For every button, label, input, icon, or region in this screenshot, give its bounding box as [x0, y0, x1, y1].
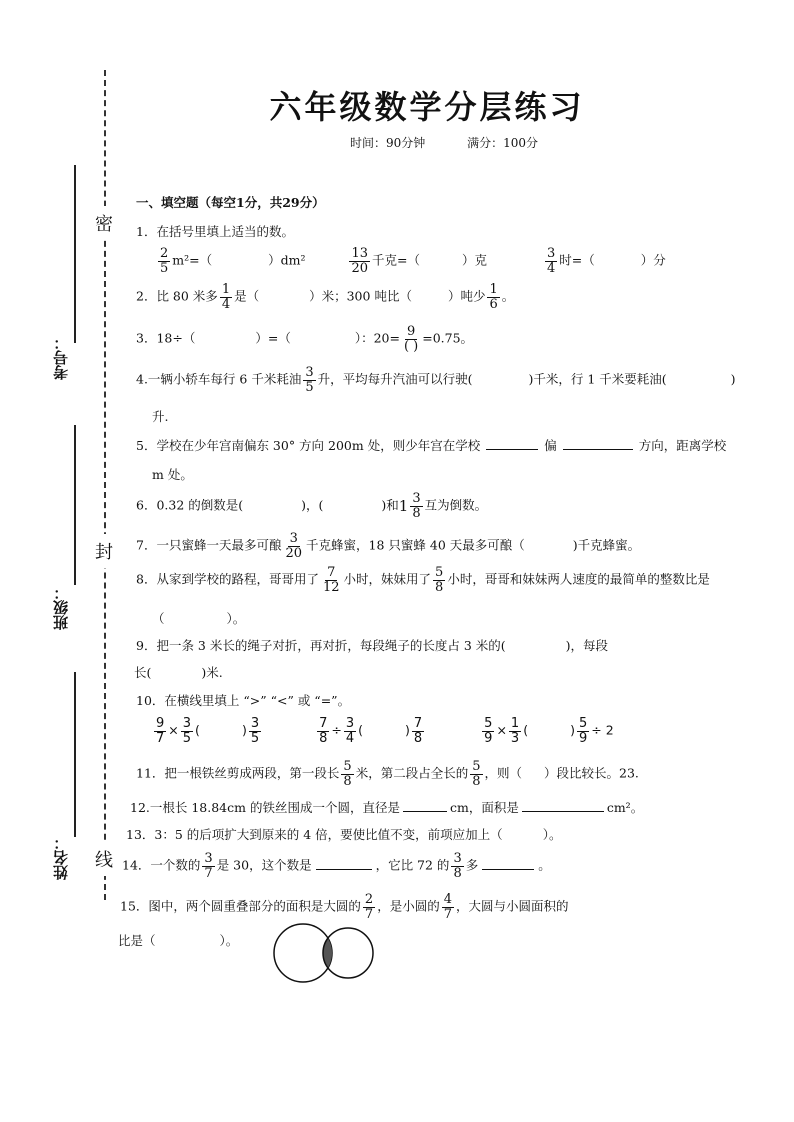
fraction: $\frac{3}{8}$ [412, 491, 421, 521]
q13-text: 13．3：5 的后项扩大到原来的 4 倍，要使比值不变，前项应加上（ [126, 827, 503, 842]
page-title: 六年级数学分层练习 [269, 88, 585, 126]
question-14 [122, 852, 551, 880]
q1-text: m²=（ [172, 252, 213, 268]
question-5 [136, 436, 726, 454]
question-10-stem: 10．在横线里填上 “>” “<” 或 “=”。 [136, 693, 351, 708]
exam-info [350, 134, 576, 151]
q6-text: 6．0.32 的倒数是( [136, 497, 244, 513]
q11-text: 11．把一根铁丝剪成两段，第一段长 [136, 765, 340, 781]
fraction: $\frac{2}{7}$ [364, 892, 374, 922]
fraction: $\frac{5}{9}$ [484, 716, 493, 746]
q2-text: ）吨少 [447, 288, 486, 304]
seal-mark-feng: 封 [93, 534, 115, 568]
q14-text: 。 [538, 857, 551, 873]
fraction: $\frac{2}{5}$ [160, 246, 169, 276]
q11-text: 米，第二段占全长的 [355, 765, 469, 781]
q4-text: )千米，行 1 千米要耗油( [528, 371, 667, 387]
question-15 [120, 893, 569, 921]
fraction: $\frac{3}{20}$ [285, 531, 303, 561]
fraction: $\frac{7}{8}$ [319, 716, 328, 746]
q4-text: ) [730, 371, 736, 387]
q7-text: 千克蜂蜜，18 只蜜蜂 40 天最多可酿（ [306, 537, 525, 553]
q8-text: （ [152, 611, 165, 626]
question-4 [136, 366, 736, 394]
exam-no-label: 考号： [52, 335, 70, 380]
q12-text: cm，面积是 [449, 800, 519, 815]
fraction: $\frac{3}{7}$ [204, 851, 213, 881]
question-11 [136, 760, 639, 788]
fraction: $\frac{3}{4}$ [345, 716, 355, 746]
q5-text: 方向，距离学校 [638, 438, 727, 453]
q14-text: ，它比 72 的 [375, 857, 450, 873]
question-13 [126, 825, 561, 843]
q11-text: ，则（ [484, 765, 523, 781]
fraction: $\frac{1}{4}$ [221, 282, 231, 312]
question-10-items: $\frac{9}{7}$ × $\frac{3}{5}$ ( ) $\frac{3}{5}$ $\frac{7}{8}$ ÷ $\frac{3}{4}$ ( ) $\frac{7}{8}$ $\frac{5}{9}$ × $\frac{1}{3}$ ( ) $\frac{5}{9}$ ÷ 2 [156, 716, 614, 746]
fraction: $\frac{3}{5}$ [182, 716, 192, 746]
fraction: $\frac{7}{8}$ [413, 716, 423, 746]
q3-text: =0.75。 [422, 330, 474, 346]
fraction: $\frac{5}{8}$ [343, 759, 352, 789]
name-label: 姓名： [52, 835, 70, 880]
answer-blank[interactable] [316, 857, 372, 870]
q8-text: 8．从家到学校的路程，哥哥用了 [136, 571, 319, 587]
answer-blank[interactable] [563, 437, 633, 450]
operator: ÷ 2 [591, 722, 614, 738]
seal-dashed-line [104, 70, 106, 900]
q8-text: 小时，妹妹用了 [343, 571, 432, 587]
question-3 [136, 325, 473, 353]
name-rule [74, 672, 76, 837]
q1-text: 时=（ [559, 252, 595, 268]
answer-blank[interactable] [403, 799, 447, 812]
q5-text: 5．学校在少年宫南偏东 30° 方向 200m 处，则少年宫在学校 [136, 438, 481, 453]
seal-mark-xian: 线 [93, 842, 115, 876]
question-7 [136, 532, 640, 560]
q13-text: ）。 [542, 827, 562, 842]
question-9-cont [134, 663, 223, 681]
class-label: 班级： [52, 585, 70, 630]
fraction: $\frac{5}{8}$ [472, 759, 481, 789]
question-5-cont: m 处。 [152, 467, 193, 482]
question-9 [136, 636, 608, 654]
question-8-cont [152, 609, 245, 627]
q12-text: 12.一根长 18.84cm 的铁丝围成一个圆，直径是 [130, 800, 400, 815]
q9-text: )，每段 [565, 638, 609, 653]
operator: × [496, 722, 507, 738]
q9-text: )米. [201, 665, 223, 680]
q3-text: ）=（ [255, 330, 291, 346]
q15-text: ）。 [219, 933, 239, 948]
fraction: $\frac{3}{4}$ [546, 246, 556, 276]
q1-text: ）克 [462, 252, 488, 268]
q1-text: ）分 [640, 252, 666, 268]
q3-text: 3．18÷（ [136, 330, 196, 346]
q1-text: 千克=（ [372, 252, 420, 268]
q11-text: ）段比较长。23. [544, 765, 639, 781]
question-1-stem: 1．在括号里填上适当的数。 [136, 224, 294, 239]
question-8 [136, 566, 710, 594]
fraction: $\frac{3}{5}$ [305, 365, 314, 395]
q4-text: 升，平均每升汽油可以行驶( [317, 371, 473, 387]
question-4-cont: 升. [152, 409, 169, 424]
fraction: $\frac{3}{8}$ [453, 851, 462, 881]
question-2 [136, 283, 514, 311]
q9-text: 9．把一条 3 米长的绳子对折，再对折，每段绳子的长度占 3 米的( [136, 638, 506, 653]
answer-blank[interactable] [486, 437, 538, 450]
question-15-cont [118, 931, 238, 949]
q4-text: 4.一辆小轿车每行 6 千米耗油 [136, 371, 302, 387]
fraction: $\frac{4}{7}$ [443, 892, 452, 922]
q6-text: )和 [381, 497, 399, 513]
q15-text: ，大圆与小圆面积的 [456, 898, 569, 914]
q12-text: cm²。 [606, 800, 644, 815]
q5-text: 偏 [544, 438, 557, 453]
q6-text: 互为倒数。 [424, 497, 488, 513]
time-limit: 时间：90分钟 [350, 136, 426, 150]
question-12 [130, 798, 643, 816]
mixed-number-whole: 1 [398, 497, 409, 516]
q2-text: ）米；300 吨比（ [309, 288, 412, 304]
answer-blank[interactable] [482, 857, 534, 870]
q3-text: ）：20= [354, 330, 400, 346]
fraction: $\frac{1}{6}$ [489, 282, 498, 312]
q7-text: 7．一只蜜蜂一天最多可酿 [136, 537, 282, 553]
fraction: $\frac{1}{3}$ [510, 716, 520, 746]
q15-text: 15．图中，两个圆重叠部分的面积是大圆的 [120, 898, 361, 914]
section-heading: 一、填空题（每空1分，共29分） [136, 195, 325, 210]
question-1-items [156, 247, 666, 275]
q14-text: 是 30，这个数是 [216, 857, 312, 873]
fraction: $\frac{9}{( )}$ [403, 324, 419, 354]
q14-text: 多 [465, 857, 479, 873]
fraction: $\frac{13}{20}$ [351, 246, 369, 276]
overlapping-circles-figure [270, 922, 380, 984]
fraction: $\frac{5}{8}$ [435, 565, 444, 595]
q9-text: 长( [134, 665, 152, 680]
q2-text: 。 [501, 288, 515, 304]
fraction: $\frac{7}{12}$ [322, 565, 340, 595]
q8-text: 小时，哥哥和妹妹两人速度的最简单的整数比是 [447, 571, 710, 587]
q15-text: ，是小圆的 [377, 898, 440, 914]
q15-text: 比是（ [118, 933, 156, 948]
operator: × [168, 722, 179, 738]
fraction: $\frac{5}{9}$ [578, 716, 588, 746]
fraction: $\frac{3}{5}$ [250, 716, 260, 746]
q14-text: 14．一个数的 [122, 857, 201, 873]
operator: ÷ [331, 722, 342, 738]
fraction: $\frac{9}{7}$ [156, 716, 165, 746]
q6-text: )，( [301, 497, 324, 513]
class-rule [74, 425, 76, 585]
q7-text: )千克蜂蜜。 [572, 537, 641, 553]
q2-text: 2．比 80 米多 [136, 288, 218, 304]
q1-text: ）dm² [268, 252, 306, 268]
q2-text: 是（ [234, 288, 260, 304]
answer-blank[interactable] [522, 799, 604, 812]
full-score: 满分：100分 [467, 136, 539, 150]
exam-no-rule [74, 165, 76, 343]
seal-mark-mi: 密 [93, 206, 115, 240]
q8-text: ）。 [226, 611, 246, 626]
question-6 [136, 492, 487, 520]
